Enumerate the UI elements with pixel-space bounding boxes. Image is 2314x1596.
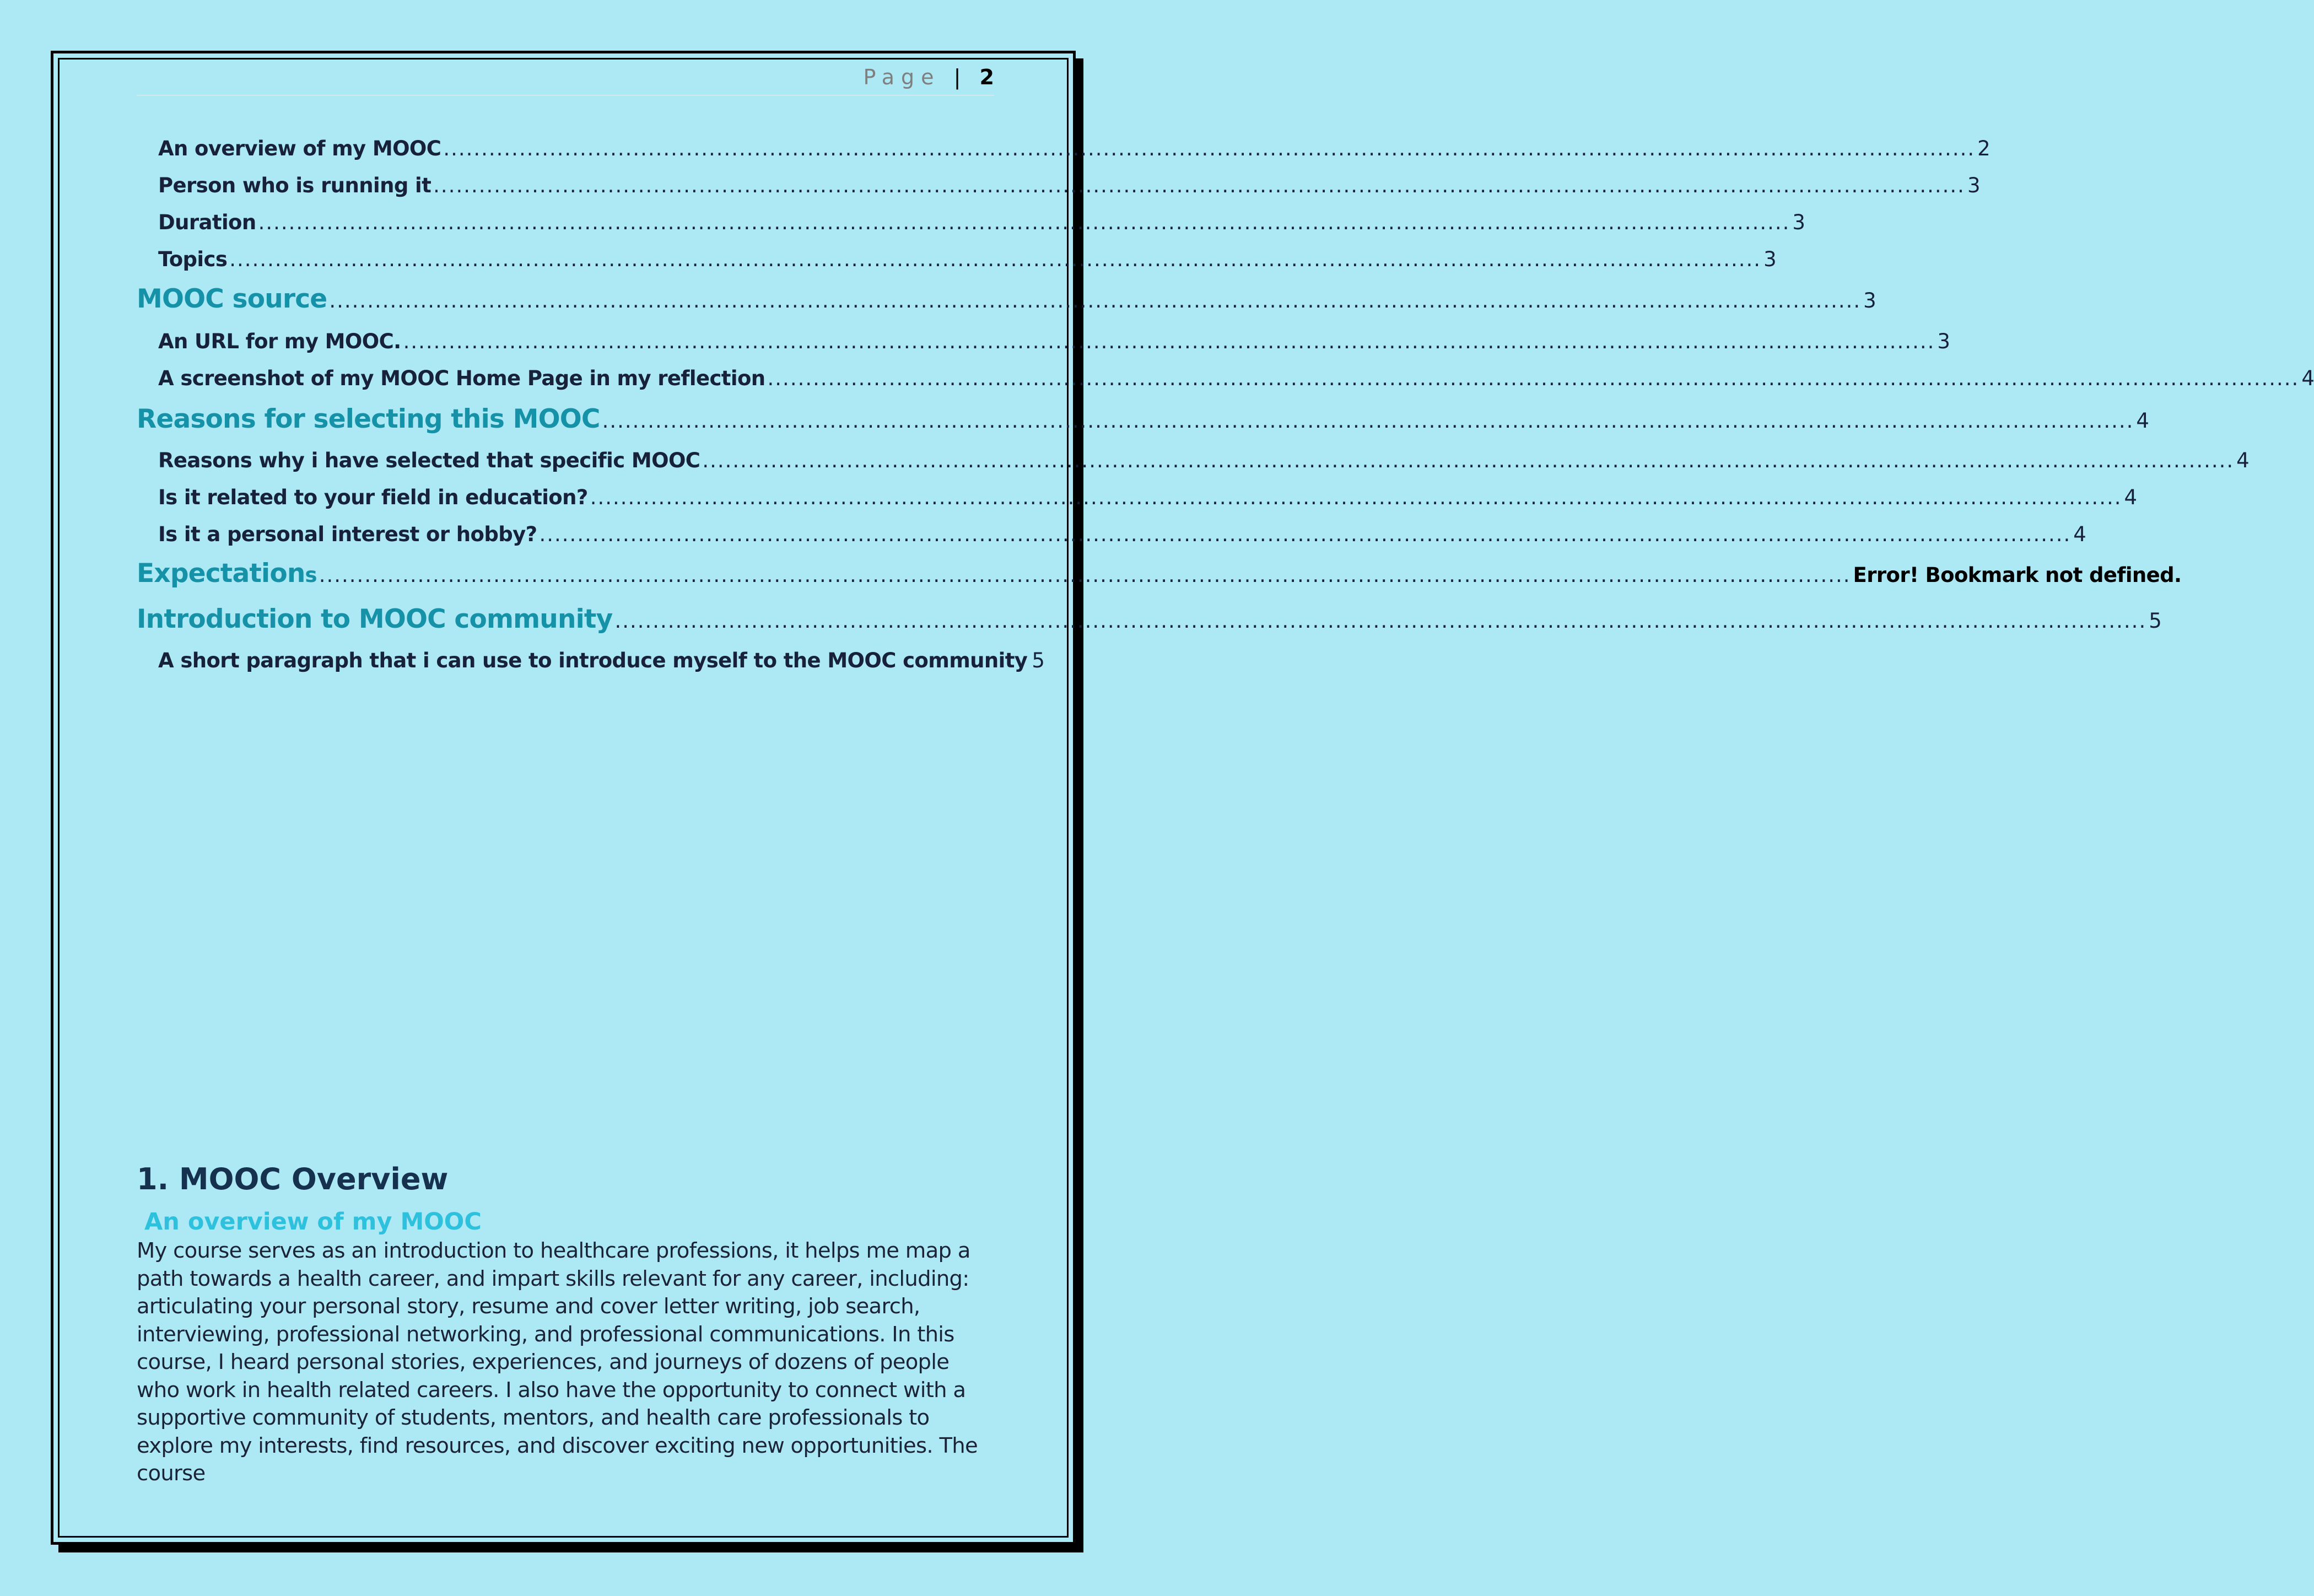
body-paragraph: My course serves as an introduction to healthcare professions, it helps me map a path towards a health career, and impart skills relevant for any career, including: articulating your personal story, resume and cover letter writing, job search, interviewing, professional networking, and professional communications. In this course, I heard personal stories, experiences, and journeys of dozens of people who work in health related careers. I also have the opportunity to connect with a supportive community of students, mentors, and health care professionals to explore my interests, find resources, and discover exciting new opportunities. The course (137, 1238, 978, 1486)
section-heading: 1. MOOC Overview (137, 1162, 449, 1196)
toc-entry-title: A short paragraph that i can use to introduce myself to the MOOC community (158, 649, 1028, 672)
toc-entry-page: 5 (2149, 609, 2161, 633)
toc-entry-page: 3 (1792, 211, 1805, 234)
page-number: 2 (979, 65, 994, 89)
toc-section-title-main: Expectation (137, 558, 305, 589)
toc-section-title: Introduction to MOOC community (137, 604, 613, 634)
toc-entry-page: 4 (2236, 449, 2250, 472)
toc-entry-title: Reasons why i have selected that specific MOOC (158, 449, 700, 472)
toc-entry-title: Duration (158, 211, 256, 234)
toc-entry[interactable] (137, 211, 1805, 234)
toc-entry-page: 2 (1977, 137, 1991, 160)
page-separator: | (953, 65, 961, 89)
toc-entry[interactable] (137, 247, 1777, 271)
toc-section-title-tail: s (305, 563, 317, 587)
toc-section-title: Reasons for selecting this MOOC (137, 404, 600, 434)
toc-entry-page: 3 (1967, 174, 1980, 197)
toc-entry-page: 5 (1032, 649, 1045, 672)
page-label: Page (863, 65, 941, 89)
toc-entry-page: 3 (1937, 330, 1950, 353)
toc-section-entry[interactable] (137, 404, 2149, 434)
toc-entry-page: 4 (2301, 366, 2314, 390)
toc-leader: .......................................................................................................................................................................................................... (767, 366, 2300, 390)
toc-entry-page: 4 (2073, 522, 2086, 546)
toc-entry-title: Is it a personal interest or hobby? (158, 522, 537, 546)
toc-entry-title: Person who is running it (158, 174, 431, 197)
toc-leader: .......................................................................................................................................................................................................... (229, 247, 1762, 271)
toc-leader: .......................................................................................................................................................................................................... (614, 609, 2147, 633)
toc-entry[interactable] (137, 649, 1045, 672)
toc-section-title: MOOC source (137, 284, 327, 314)
toc-leader: .......................................................................................................................................................................................................... (319, 563, 1851, 587)
toc-leader: .......................................................................................................................................................................................................... (539, 522, 2072, 546)
toc-entry[interactable] (137, 330, 1950, 353)
toc-leader: .......................................................................................................................................................................................................... (433, 174, 1965, 197)
toc-leader: .......................................................................................................................................................................................................... (329, 289, 1862, 312)
toc-section-entry[interactable] (137, 284, 1876, 314)
toc-entry[interactable] (137, 366, 2314, 390)
page-header (137, 64, 994, 96)
toc-section-entry[interactable] (137, 558, 2182, 589)
toc-entry-title: Topics (158, 247, 228, 271)
toc-leader: .......................................................................................................................................................................................................... (590, 486, 2122, 509)
toc-leader: .......................................................................................................................................................................................................... (258, 211, 1790, 234)
toc-leader: .......................................................................................................................................................................................................... (403, 330, 1935, 353)
toc-entry-page: 4 (2124, 486, 2137, 509)
toc-entry[interactable] (137, 449, 2250, 472)
toc-entry-title: An overview of my MOOC (158, 137, 441, 160)
toc-entry[interactable] (137, 486, 2137, 509)
toc-entry-title: Is it related to your field in education? (158, 486, 588, 509)
section-subheading: An overview of my MOOC (144, 1208, 482, 1236)
toc-leader: .......................................................................................................................................................................................................... (702, 449, 2235, 472)
toc-entry[interactable] (137, 174, 1980, 197)
toc-bookmark-error: Error! Bookmark not defined. (1853, 563, 2182, 587)
toc-entry-title: An URL for my MOOC. (158, 330, 401, 353)
toc-section-title (137, 558, 317, 589)
toc-entry-page: 4 (2136, 409, 2149, 433)
toc-entry-page: 3 (1863, 289, 1876, 312)
toc-entry-title: A screenshot of my MOOC Home Page in my reflection (158, 366, 765, 390)
toc-leader: .......................................................................................................................................................................................................... (602, 409, 2134, 433)
toc-entry[interactable] (137, 522, 2086, 546)
toc-section-entry[interactable] (137, 604, 2161, 634)
toc-entry[interactable] (137, 137, 1991, 160)
toc-entry-page: 3 (1763, 247, 1777, 271)
toc-leader: .......................................................................................................................................................................................................... (443, 137, 1976, 160)
